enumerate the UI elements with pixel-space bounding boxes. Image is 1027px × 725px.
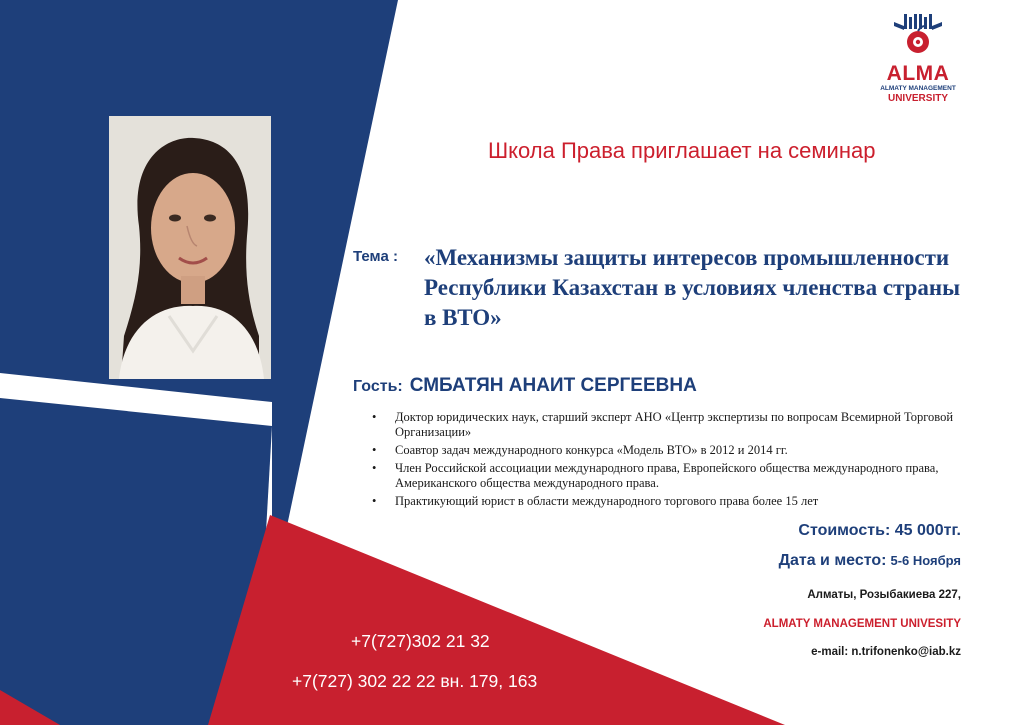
- theme-text: «Механизмы защиты интересов промышленности Республики Казахстан в условиях членства страны в ВТО»: [424, 245, 961, 330]
- speaker-photo: [109, 116, 271, 379]
- guest-line: [353, 375, 697, 397]
- list-item-text: Практикующий юрист в области международного торгового права более 15 лет: [395, 494, 819, 508]
- list-item: [372, 494, 962, 509]
- bullet-marker: •: [372, 443, 377, 457]
- theme-label: Тема :: [353, 248, 398, 265]
- list-item-text: Соавтор задач международного конкурса «Модель ВТО» в 2012 и 2014 гг.: [395, 443, 788, 457]
- price: Стоимость: 45 000тг.: [798, 522, 961, 539]
- guest-credentials-list: [372, 410, 962, 512]
- logo-name: ALMA: [886, 62, 950, 85]
- list-item-text: Доктор юридических наук, старший эксперт АНО «Центр экспертизы по вопросам Всемирной Торговой Организации»: [395, 410, 954, 439]
- email-contact: e-mail: n.trifonenko@iab.kz: [811, 646, 961, 658]
- list-item: [372, 443, 962, 458]
- guest-name: СМБАТЯН АНАИТ СЕРГЕЕВНА: [409, 375, 697, 396]
- phone-primary: +7(727)302 21 32: [351, 631, 490, 651]
- phone-secondary: +7(727) 302 22 22 вн. 179, 163: [292, 671, 538, 691]
- book-apple-logo-icon: [890, 12, 946, 56]
- university-name: ALMATY MANAGEMENT UNIVESITY: [763, 618, 961, 630]
- date-label: Дата и место:: [778, 552, 887, 569]
- list-item-text: Член Российской ассоциации международного права, Европейского общества международного права, Американского общества международного права.: [395, 461, 939, 490]
- date-value: 5-6 Ноября: [890, 553, 961, 568]
- guest-label: Гость:: [353, 378, 403, 395]
- list-item: [372, 461, 962, 491]
- logo-subtitle-line1: ALMATY MANAGEMENT: [880, 85, 956, 92]
- alma-logo: [878, 12, 958, 108]
- date-place: [779, 552, 961, 570]
- bullet-marker: •: [372, 494, 377, 508]
- red-panel-bottom: [208, 515, 785, 725]
- bullet-marker: •: [372, 461, 377, 475]
- list-item: [372, 410, 962, 440]
- logo-subtitle-line2: UNIVERSITY: [887, 93, 948, 104]
- invite-heading: Школа Права приглашает на семинар: [488, 138, 876, 163]
- address: Алматы, Розыбакиева 227,: [807, 589, 961, 601]
- bullet-marker: •: [372, 410, 377, 424]
